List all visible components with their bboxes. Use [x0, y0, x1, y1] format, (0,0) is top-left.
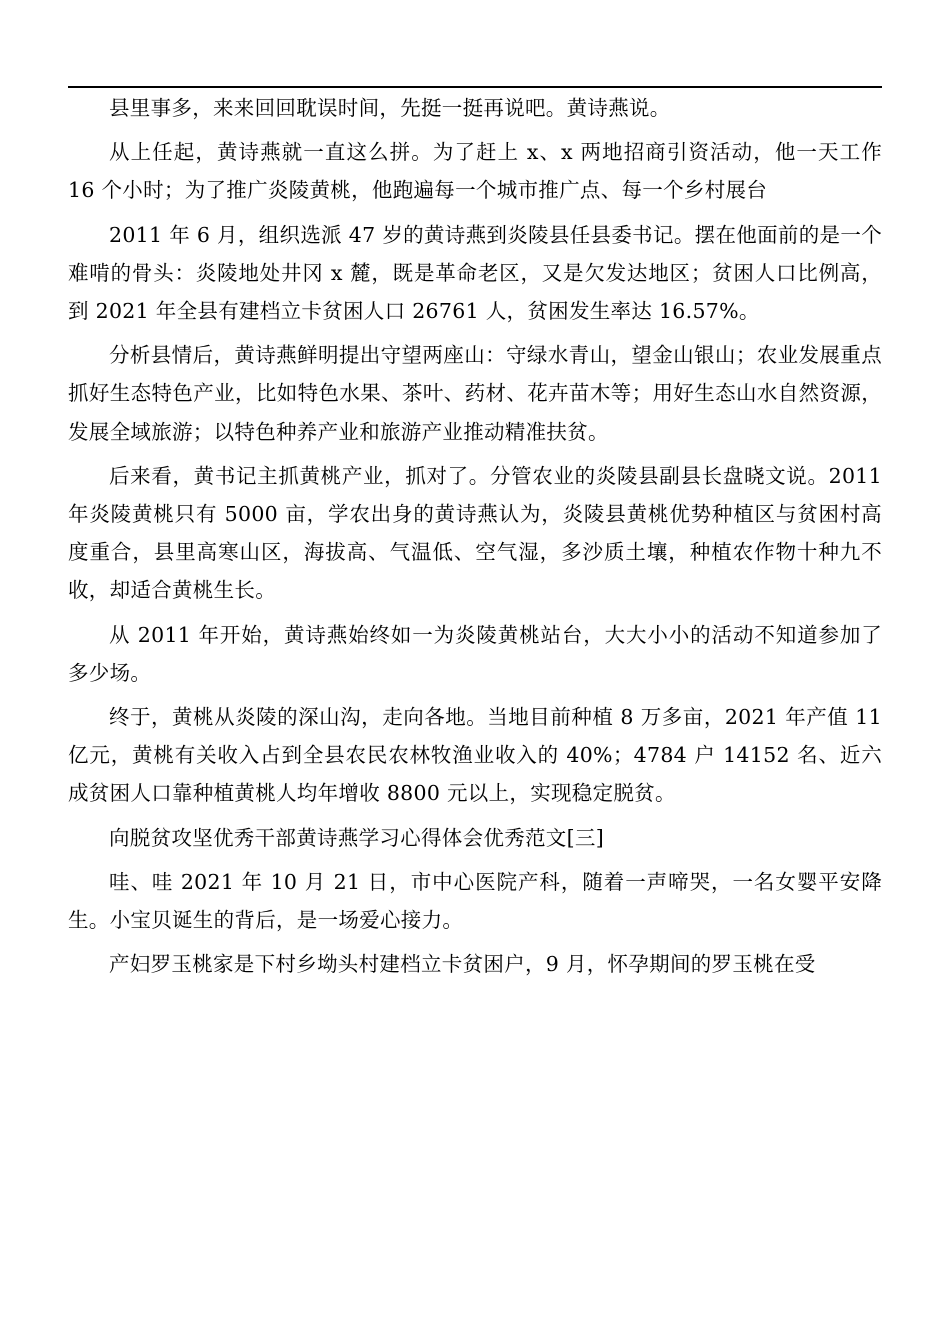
paragraph: 县里事多，来来回回耽误时间，先挺一挺再说吧。黄诗燕说。 [109, 96, 671, 120]
document-body [68, 89, 882, 989]
header-rule [68, 86, 882, 88]
paragraph: 2011 年 6 月，组织选派 47 岁的黄诗燕到炎陵县任县委书记。摆在他面前的是一个难啃的骨头：炎陵地处井冈 x 麓，既是革命老区，又是欠发达地区；贫困人口比例高，到 2021 年全县有建档立卡贫困人口 26761 人，贫困发生率达 16.57%。 [68, 222, 882, 324]
paragraph: 从上任起，黄诗燕就一直这么拼。为了赶上 x、x 两地招商引资活动，他一天工作 16 个小时；为了推广炎陵黄桃，他跑遍每一个城市推广点、每一个乡村展台 [68, 140, 882, 203]
paragraph: 后来看，黄书记主抓黄桃产业，抓对了。分管农业的炎陵县副县长盘晓文说。2011 年炎陵黄桃只有 5000 亩，学农出身的黄诗燕认为，炎陵县黄桃优势种植区与贫困村高度重合，县里高寒山区，海拔高、气温低、空气湿，多沙质土壤，种植农作物十种九不收，却适合黄桃生长。 [68, 463, 882, 603]
section-heading: 向脱贫攻坚优秀干部黄诗燕学习心得体会优秀范文[三] [109, 825, 604, 850]
paragraph: 哇、哇 2021 年 10 月 21 日，市中心医院产科，随着一声啼哭，一名女婴平安降生。小宝贝诞生的背后，是一场爱心接力。 [68, 869, 882, 933]
paragraph: 分析县情后，黄诗燕鲜明提出守望两座山：守绿水青山，望金山银山；农业发展重点抓好生态特色产业，比如特色水果、茶叶、药材、花卉苗木等；用好生态山水自然资源，发展全域旅游；以特色种养产业和旅游产业推动精准扶贫。 [68, 343, 882, 444]
paragraph: 终于，黄桃从炎陵的深山沟，走向各地。当地目前种植 8 万多亩，2021 年产值 11 亿元，黄桃有关收入占到全县农民农林牧渔业收入的 40%；4784 户 14152 名、近六成贫困人口靠种植黄桃人均年增收 8800 元以上，实现稳定脱贫。 [68, 705, 882, 806]
paragraph: 产妇罗玉桃家是下村乡坳头村建档立卡贫困户，9 月，怀孕期间的罗玉桃在受 [109, 952, 816, 977]
paragraph: 从 2011 年开始，黄诗燕始终如一为炎陵黄桃站台，大大小小的活动不知道参加了多少场。 [68, 622, 882, 685]
